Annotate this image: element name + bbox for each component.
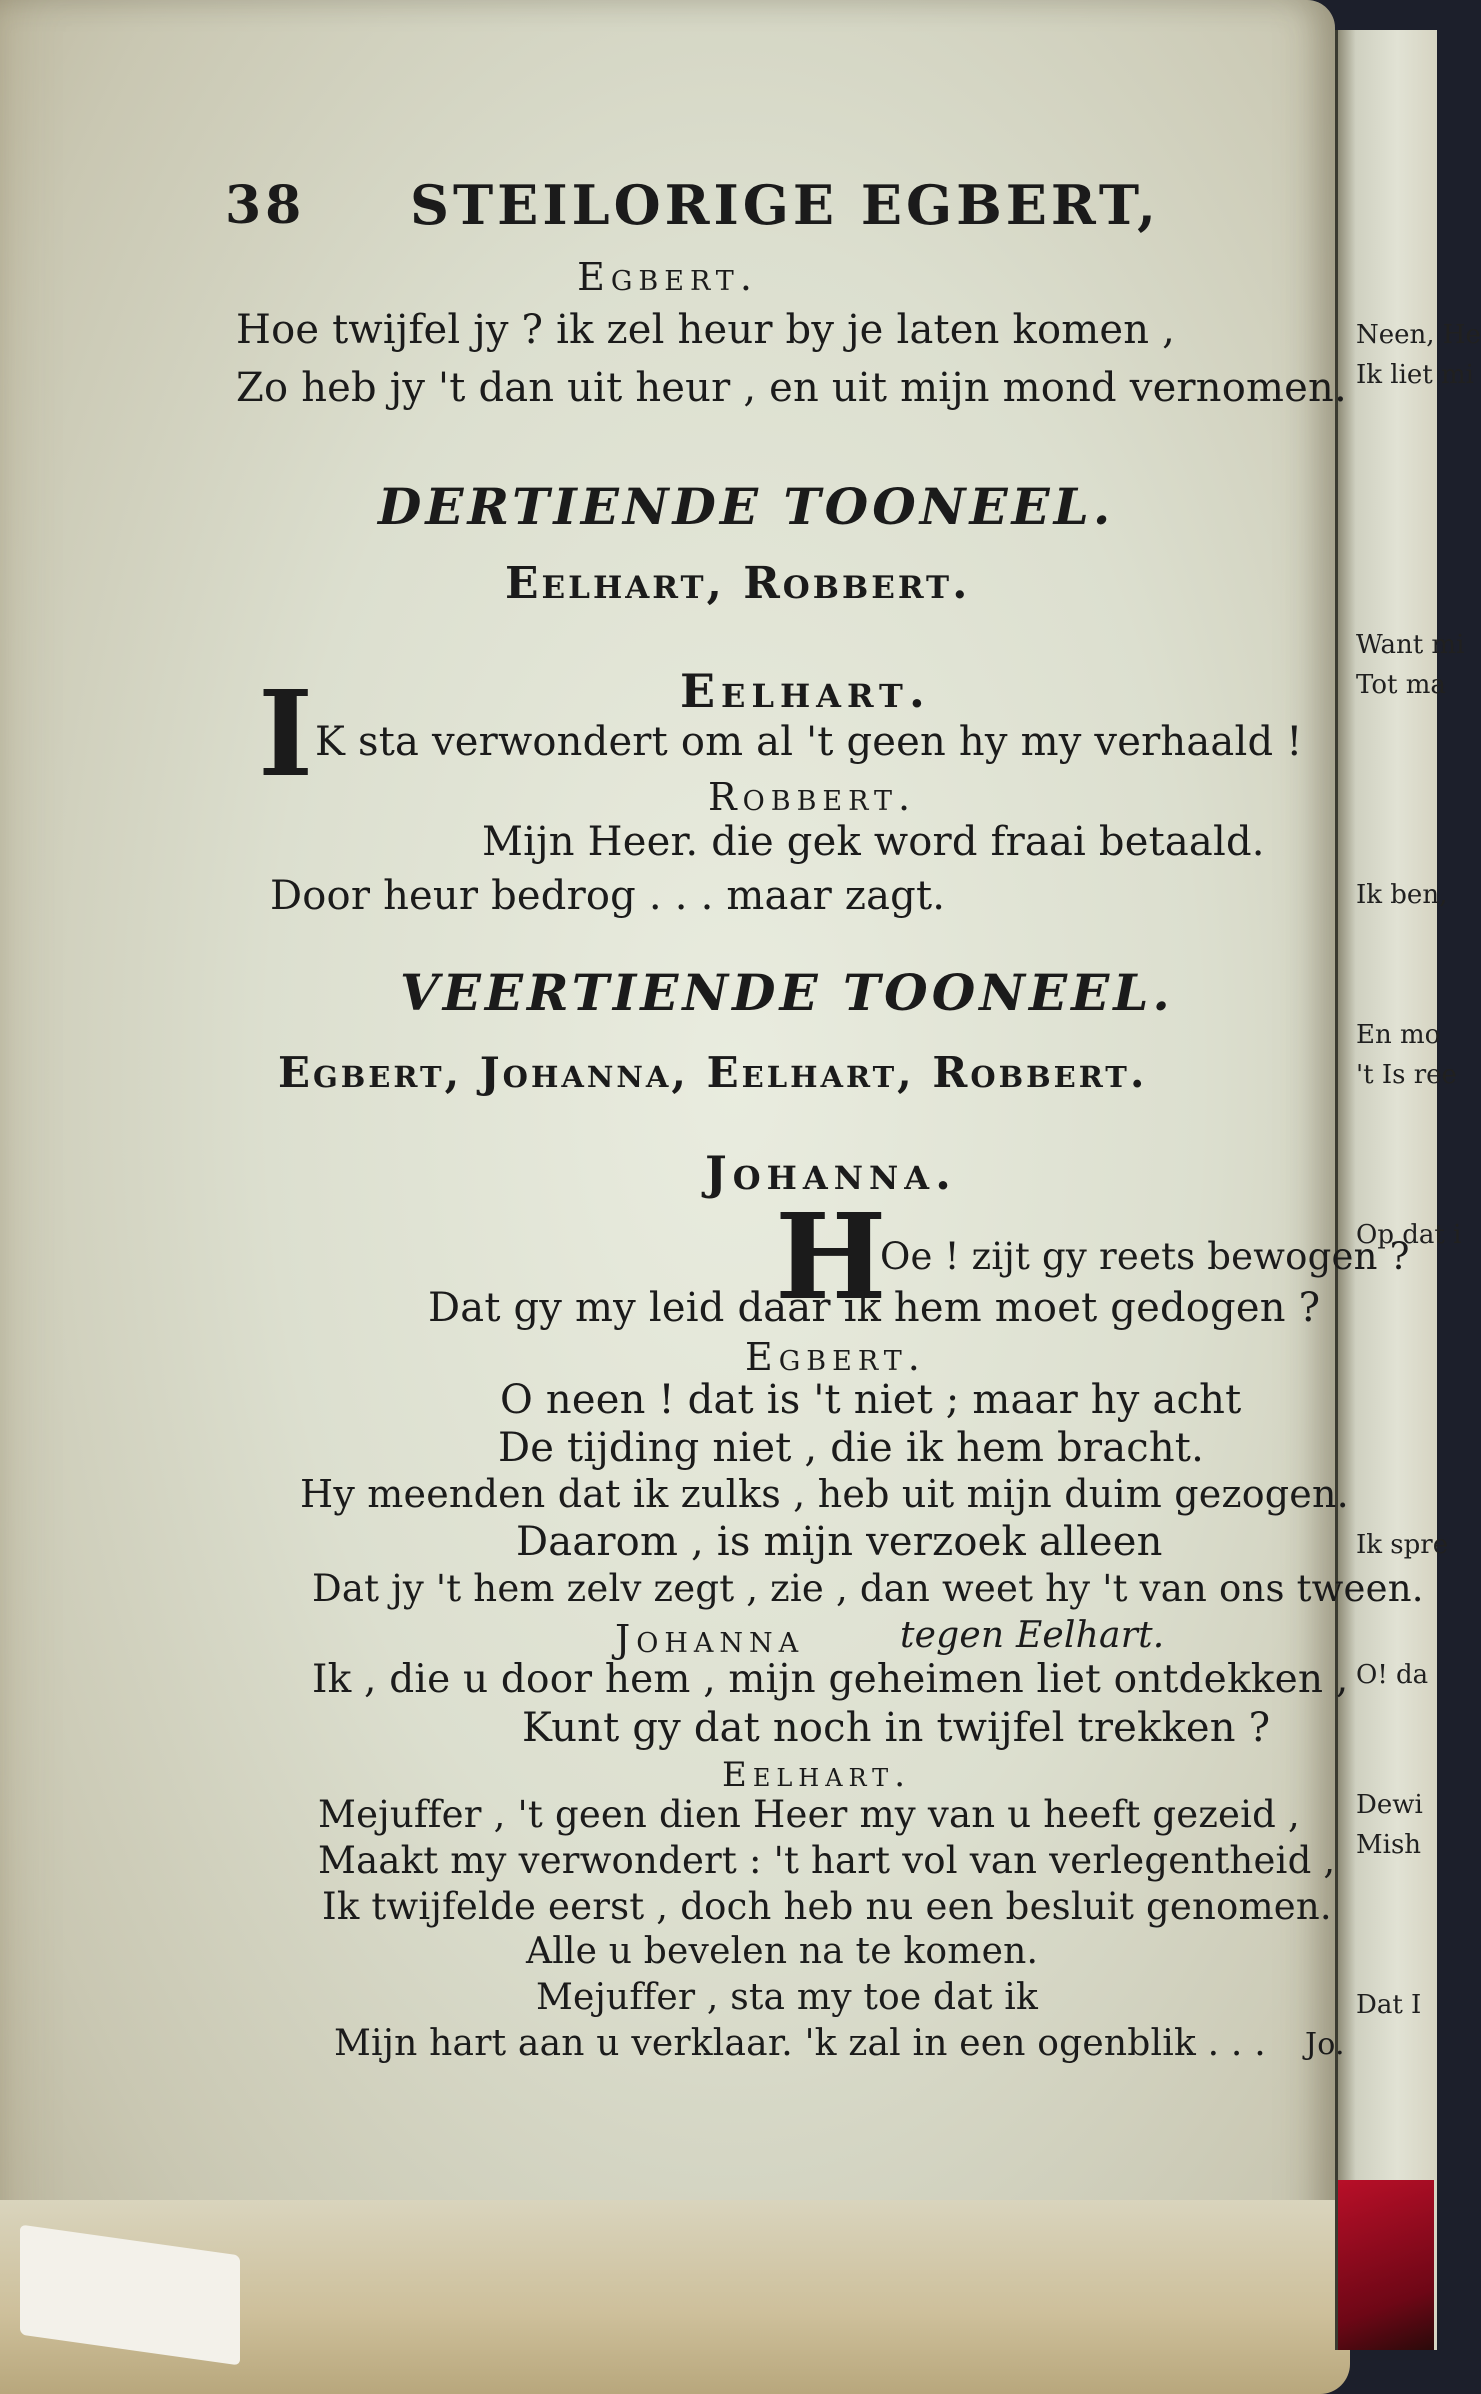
verse-line: Ik twijfelde eerst , doch heb nu een besluit genomen.	[322, 1885, 1332, 1928]
verse-line: Hy meenden dat ik zulks , heb uit mijn duim gezogen.	[300, 1472, 1349, 1516]
verse-line: De tijding niet , die ik hem bracht.	[498, 1425, 1204, 1471]
verse-line: Dat jy 't hem zelv zegt , zie , dan weet hy 't van ons tween.	[312, 1567, 1424, 1610]
next-page-fragment: Neen, He	[1356, 320, 1481, 350]
speaker-egbert: Egbert.	[745, 1335, 926, 1379]
speaker-johanna: Johanna.	[705, 1146, 958, 1200]
next-page-fragment: Dat I	[1356, 1990, 1422, 2020]
scene-heading: VEERTIENDE TOONEEL.	[400, 963, 1174, 1022]
speaker-johanna: Johanna	[615, 1617, 805, 1661]
speaker-eelhart: Eelhart.	[722, 1755, 912, 1795]
drop-cap: H	[775, 1187, 887, 1326]
verse-line: Mejuffer , sta my toe dat ik	[536, 1977, 1039, 2018]
speaker-eelhart: Eelhart.	[680, 664, 931, 718]
next-page-fragment: O! da	[1356, 1660, 1429, 1690]
next-page-fragment: Dewi	[1356, 1790, 1423, 1820]
verse-line: K sta verwondert om al 't geen hy my verhaald !	[315, 719, 1303, 765]
verse-line: Hoe twijfel jy ? ik zel heur by je laten komen ,	[236, 307, 1176, 353]
drop-cap: I	[258, 664, 314, 803]
verse-line: Maakt my verwondert : 't hart vol van verlegentheid ,	[318, 1839, 1336, 1882]
next-page-fragment: Tot ma	[1356, 670, 1446, 700]
speaker-egbert: Egbert.	[577, 255, 758, 299]
verse-line: Mejuffer , 't geen dien Heer my van u heeft gezeid ,	[318, 1793, 1300, 1836]
verse-line: Zo heb jy 't dan uit heur , en uit mijn mond vernomen.	[236, 365, 1347, 411]
verse-line: Door heur bedrog . . . maar zagt.	[270, 873, 946, 919]
stage-direction: tegen Eelhart.	[900, 1615, 1165, 1656]
next-page-fragment: Op dat i	[1356, 1220, 1462, 1250]
verse-line: Mijn Heer. die gek word fraai betaald.	[482, 819, 1265, 865]
speaker-robbert: Robbert.	[708, 775, 917, 819]
verse-line: Ik , die u door hem , mijn geheimen liet ontdekken ,	[312, 1657, 1349, 1702]
scene-cast: Eelhart, Robbert.	[505, 558, 971, 609]
verse-line: Alle u bevelen na te komen.	[526, 1931, 1039, 1972]
next-page-fragment: 't Is ree	[1356, 1060, 1457, 1090]
page-number: 38	[225, 175, 306, 236]
scene-heading: DERTIENDE TOONEEL.	[378, 477, 1115, 536]
verse-line: O neen ! dat is 't niet ; maar hy acht	[500, 1377, 1242, 1423]
next-page-fragment: Want mi	[1356, 630, 1465, 660]
verse-line: Dat gy my leid daar ik hem moet gedogen ?	[428, 1285, 1321, 1331]
running-title: STEILORIGE EGBERT,	[410, 173, 1160, 237]
verse-line: Mijn hart aan u verklaar. 'k zal in een ogenblik . . .	[334, 2023, 1266, 2064]
red-binding	[1338, 2180, 1434, 2350]
next-page-fragment: En mo	[1356, 1020, 1441, 1050]
verse-line: Kunt gy dat noch in twijfel trekken ?	[522, 1705, 1271, 1751]
next-page-fragment: Ik spre	[1356, 1530, 1449, 1560]
next-page-fragment: Ik liet mi	[1356, 360, 1474, 390]
next-page-fragment: Ik ben,	[1356, 880, 1448, 910]
next-page	[1335, 30, 1481, 2350]
verse-line: Daarom , is mijn verzoek alleen	[516, 1519, 1163, 1565]
catchword: Jo.	[1305, 2027, 1345, 2062]
verse-line: Oe ! zijt gy reets bewogen ?	[880, 1235, 1410, 1278]
next-page-fragment: Mish	[1356, 1830, 1422, 1860]
scene-cast: Egbert, Johanna, Eelhart, Robbert.	[278, 1048, 1148, 1097]
